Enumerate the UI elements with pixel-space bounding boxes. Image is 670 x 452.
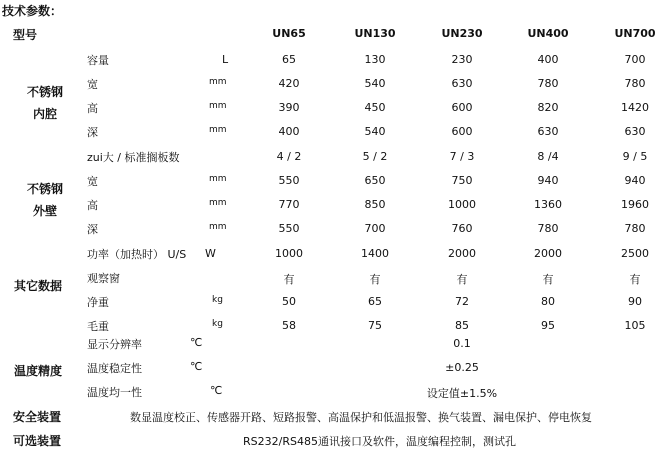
row-unit: kg (212, 319, 223, 329)
temp-value-stability: ±0.25 (445, 361, 479, 374)
model-header-label: 型号 (13, 28, 38, 42)
temp-value-uniformity: 设定值±1.5% (426, 387, 498, 400)
row-unit: mm (209, 101, 227, 111)
row-value: 65 (282, 53, 296, 66)
model-un700: UN700 (614, 27, 656, 40)
row-value: 有 (283, 273, 295, 286)
row-value: 105 (624, 319, 646, 332)
row-value: 4 / 2 (276, 150, 302, 163)
row-label: zui大 / 标准搁板数 (87, 151, 180, 164)
row-value: 1960 (621, 198, 649, 211)
row-label: 功率（加热时） U/S (87, 248, 187, 261)
row-value: 1000 (448, 198, 476, 211)
section-title: 技术参数： (2, 4, 63, 18)
temp-label-uniformity: 温度均一性 (87, 386, 142, 399)
row-label: 高 (87, 199, 98, 212)
row-unit: mm (209, 125, 227, 135)
row-value: 780 (537, 77, 559, 90)
group-outer-line2: 外壁 (32, 204, 58, 218)
group-inner-line1: 不锈钢 (26, 85, 64, 99)
row-value: 700 (624, 53, 646, 66)
safety-value: 数显温度校正、传感器开路、短路报警、高温保护和低温报警、换气装置、漏电保护、停电恢复 (130, 411, 592, 424)
row-value: 600 (451, 101, 473, 114)
row-value: 630 (451, 77, 473, 90)
row-value: 有 (369, 273, 381, 286)
row-value: 2500 (621, 247, 649, 260)
row-label: 宽 (87, 78, 98, 91)
row-value: 5 / 2 (362, 150, 388, 163)
options-label: 可选装置 (13, 434, 62, 448)
row-value: 65 (368, 295, 382, 308)
row-value: 75 (368, 319, 382, 332)
row-value: 550 (278, 222, 300, 235)
row-label: 观察窗 (87, 272, 120, 285)
row-label: 宽 (87, 175, 98, 188)
row-value: 7 / 3 (449, 150, 475, 163)
row-value: 540 (364, 77, 386, 90)
row-value: 400 (537, 53, 559, 66)
row-value: 有 (456, 273, 468, 286)
row-value: 540 (364, 125, 386, 138)
group-other-data: 其它数据 (13, 279, 63, 293)
row-value: 80 (541, 295, 555, 308)
row-value: 700 (364, 222, 386, 235)
group-inner-chamber (27, 81, 63, 125)
row-value: 85 (455, 319, 469, 332)
row-unit: mm (209, 77, 227, 87)
row-value: 650 (364, 174, 386, 187)
row-unit: mm (209, 222, 227, 232)
row-unit: mm (209, 198, 227, 208)
group-outer-shell (27, 178, 63, 222)
row-value: 8 /4 (537, 150, 559, 163)
row-value: 760 (451, 222, 473, 235)
row-value: 400 (278, 125, 300, 138)
temp-value-resolution: 0.1 (453, 337, 471, 350)
row-label: 高 (87, 102, 98, 115)
row-value: 90 (628, 295, 642, 308)
row-value: 230 (451, 53, 473, 66)
row-value: 有 (542, 273, 554, 286)
safety-label: 安全装置 (13, 410, 62, 424)
row-value: 780 (537, 222, 559, 235)
row-value: 72 (455, 295, 469, 308)
model-un230: UN230 (441, 27, 483, 40)
row-value: 9 / 5 (622, 150, 648, 163)
row-value: 780 (624, 77, 646, 90)
row-value: 1420 (621, 101, 649, 114)
row-value: 600 (451, 125, 473, 138)
group-inner-line2: 内腔 (32, 107, 58, 121)
row-value: 1400 (361, 247, 389, 260)
row-value: 820 (537, 101, 559, 114)
temp-label-resolution: 显示分辨率 (87, 338, 142, 351)
row-value: 550 (278, 174, 300, 187)
model-un65: UN65 (272, 27, 306, 40)
row-value: 630 (537, 125, 559, 138)
row-value: 50 (282, 295, 296, 308)
row-unit: L (222, 53, 229, 66)
row-label: 净重 (87, 296, 109, 309)
row-value: 1360 (534, 198, 562, 211)
group-temp-accuracy: 温度精度 (13, 364, 63, 378)
row-label: 容量 (87, 54, 109, 67)
row-value: 1000 (275, 247, 303, 260)
group-outer-line1: 不锈钢 (26, 182, 64, 196)
row-value: 2000 (534, 247, 562, 260)
row-unit: kg (212, 295, 223, 305)
row-value: 850 (364, 198, 386, 211)
row-value: 95 (541, 319, 555, 332)
row-unit: W (205, 247, 216, 260)
row-value: 有 (629, 273, 641, 286)
row-value: 130 (364, 53, 386, 66)
row-value: 2000 (448, 247, 476, 260)
options-value: RS232/RS485通讯接口及软件，温度编程控制，测试孔 (243, 435, 516, 448)
temp-unit-stability: ℃ (190, 360, 203, 373)
row-value: 630 (624, 125, 646, 138)
model-un400: UN400 (527, 27, 569, 40)
row-value: 780 (624, 222, 646, 235)
row-value: 750 (451, 174, 473, 187)
temp-unit-uniformity: ℃ (210, 384, 223, 397)
row-unit: mm (209, 174, 227, 184)
model-un130: UN130 (354, 27, 396, 40)
temp-unit-resolution: ℃ (190, 336, 203, 349)
row-label: 毛重 (87, 320, 109, 333)
row-label: 深 (87, 126, 98, 139)
row-value: 450 (364, 101, 386, 114)
row-value: 58 (282, 319, 296, 332)
row-value: 940 (624, 174, 646, 187)
row-label: 深 (87, 223, 98, 236)
row-value: 770 (278, 198, 300, 211)
row-value: 390 (278, 101, 300, 114)
temp-label-stability: 温度稳定性 (87, 362, 142, 375)
row-value: 940 (537, 174, 559, 187)
row-value: 420 (278, 77, 300, 90)
